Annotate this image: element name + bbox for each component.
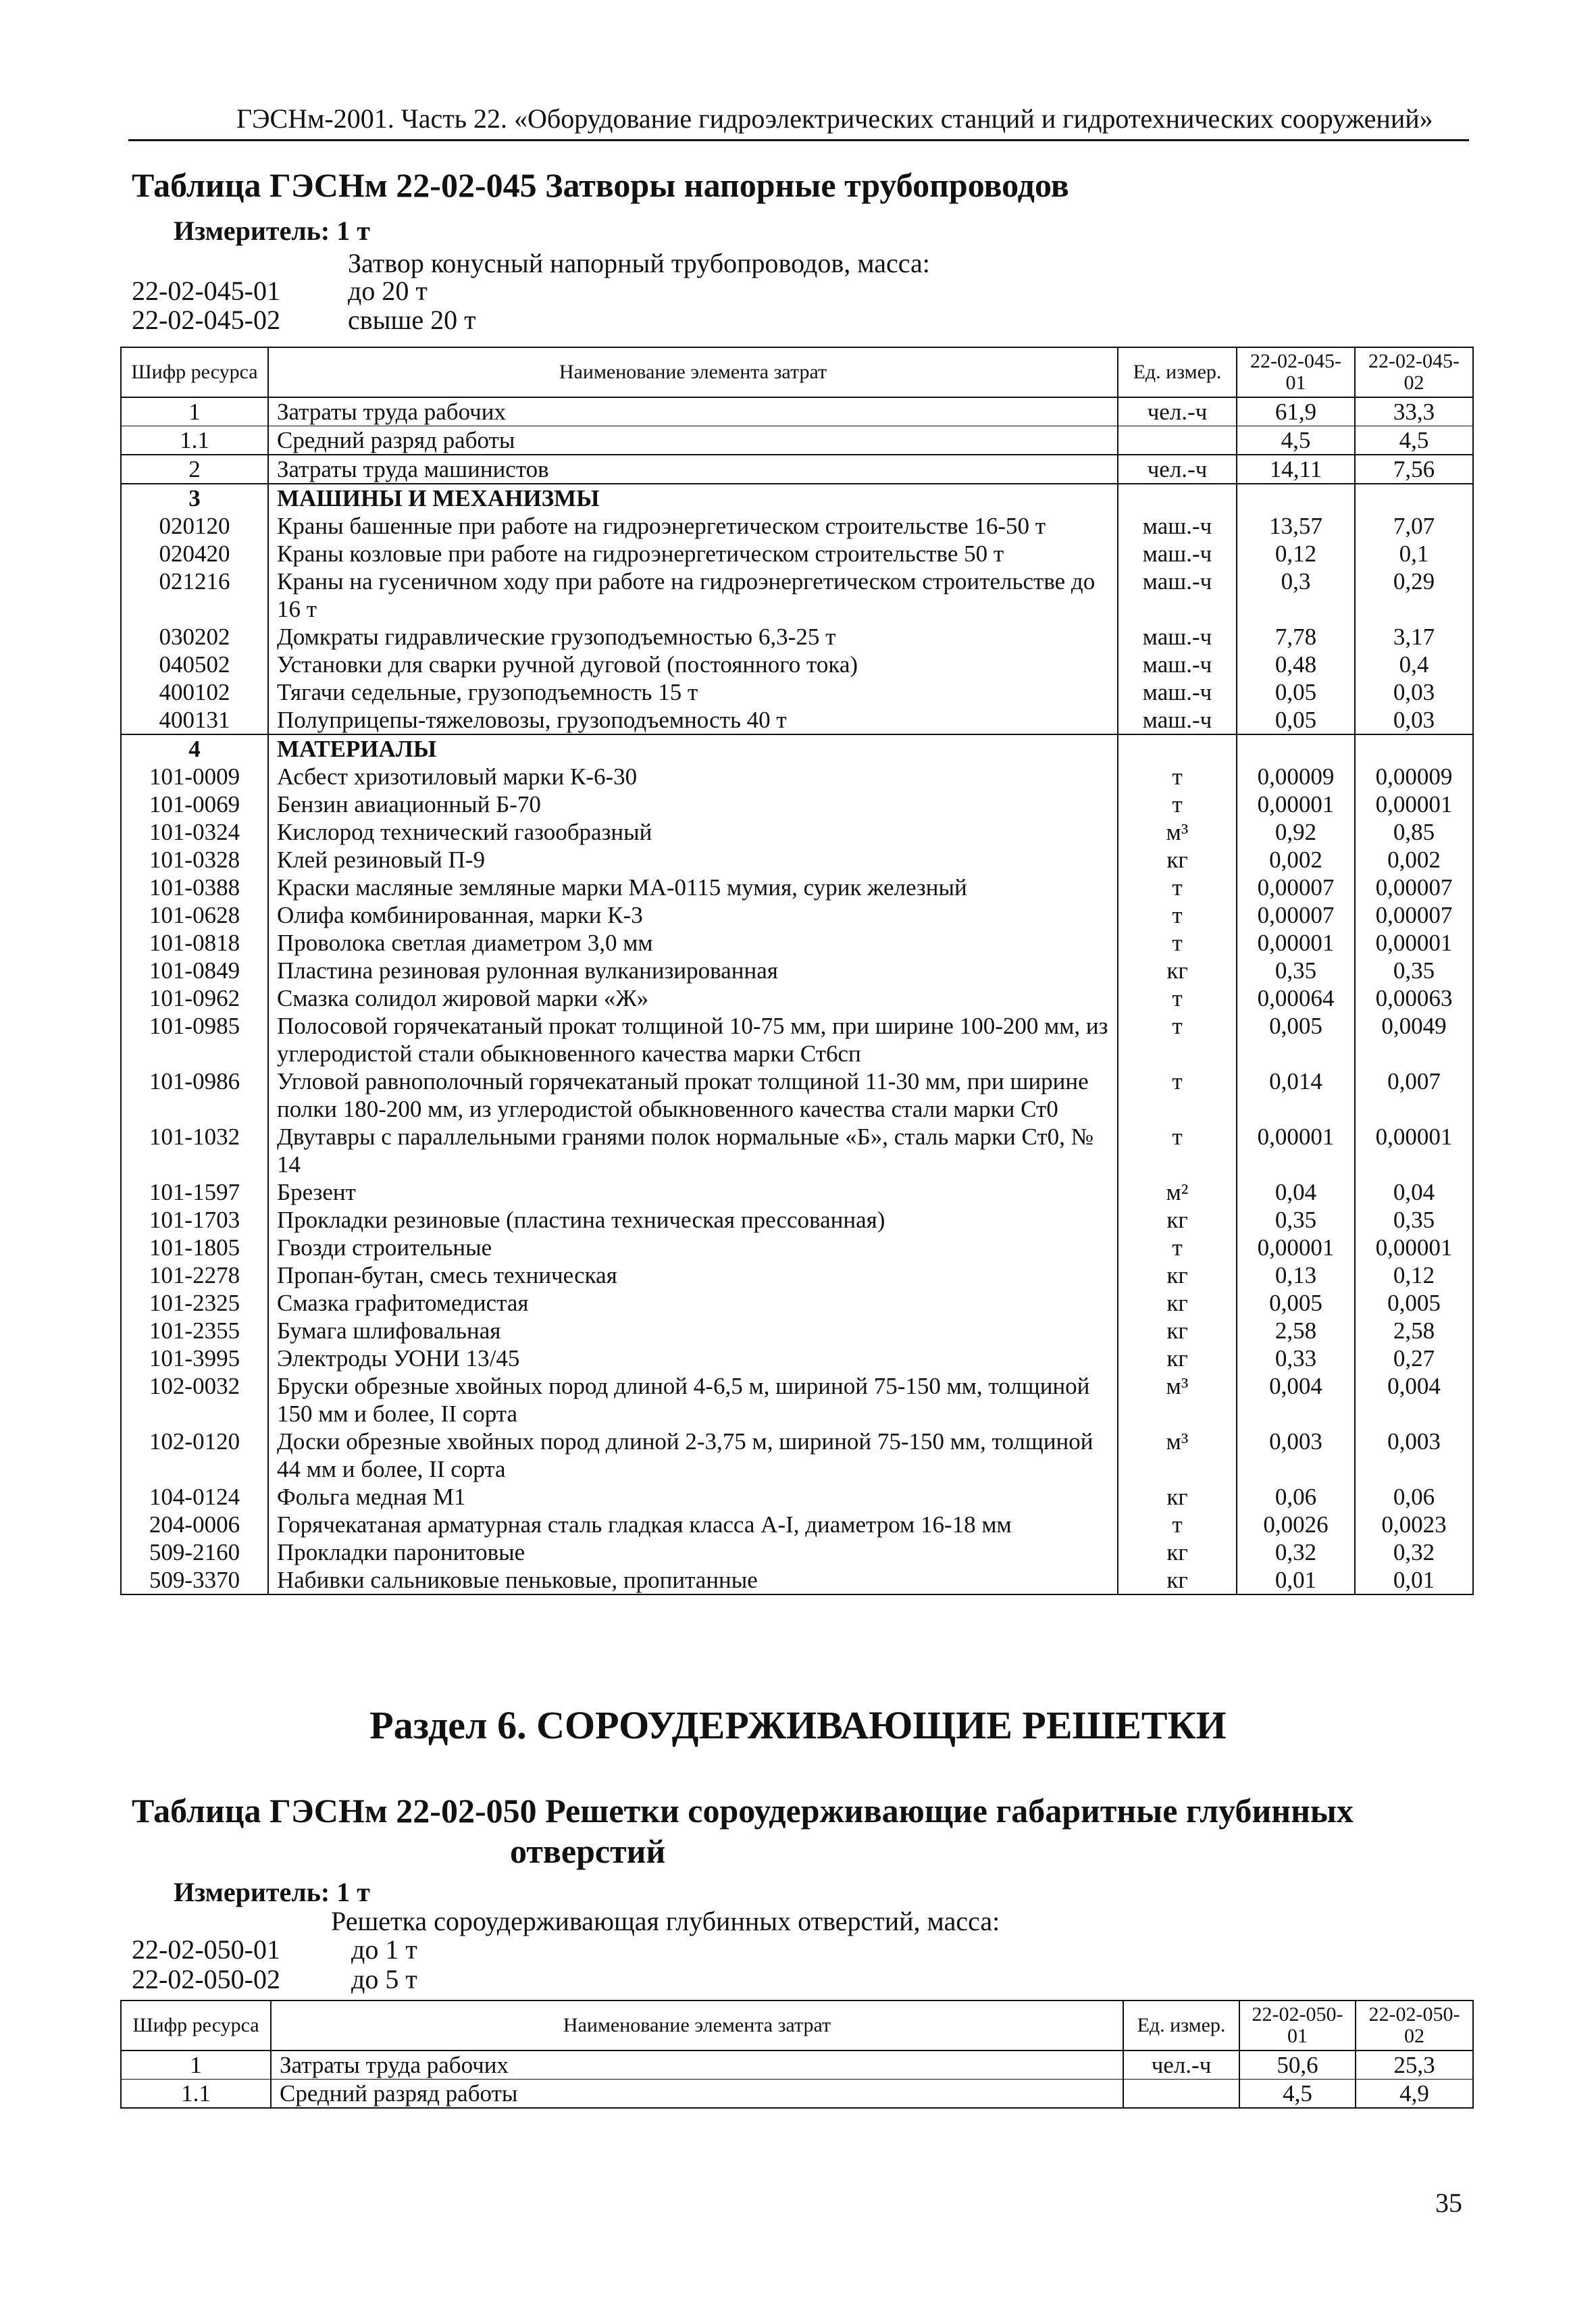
resource-unit: кг xyxy=(1118,846,1237,874)
resource-value-2: 0,03 xyxy=(1355,678,1473,706)
table-row xyxy=(121,540,1473,568)
resource-code: 1.1 xyxy=(121,426,268,455)
resource-name: Пропан-бутан, смесь техническая xyxy=(268,1261,1118,1289)
resource-unit: кг xyxy=(1118,1566,1237,1594)
resource-unit: т xyxy=(1118,763,1237,790)
resource-name: Доски обрезные хвойных пород длиной 2-3,75 м, шириной 75-150 мм, толщиной 44 мм и более, II сорта xyxy=(268,1428,1118,1483)
col-header-v2: 22-02-050-02 xyxy=(1356,2001,1473,2051)
resource-value-2: 0,1 xyxy=(1355,540,1473,568)
resource-code: 1 xyxy=(121,397,268,426)
resource-unit: т xyxy=(1118,1511,1237,1538)
resource-value-2: 0,00009 xyxy=(1355,763,1473,790)
resource-code: 101-1805 xyxy=(121,1234,268,1261)
table-row xyxy=(121,929,1473,957)
table2-description: Решетка сороудерживающая глубинных отверстий, масса: xyxy=(331,1906,1000,1936)
table-row xyxy=(121,1289,1473,1317)
resource-code: 101-0009 xyxy=(121,763,268,790)
resource-value-1 xyxy=(1237,734,1355,763)
resource-code: 1 xyxy=(121,2051,271,2080)
table1-variant-text: до 20 т xyxy=(348,276,428,306)
resource-value-2: 0,29 xyxy=(1355,568,1473,623)
table-row xyxy=(121,1234,1473,1261)
resource-code: 101-0328 xyxy=(121,846,268,874)
table-row xyxy=(121,1511,1473,1538)
resource-unit: т xyxy=(1118,984,1237,1012)
resource-value-1: 0,48 xyxy=(1237,651,1355,678)
resource-unit: кг xyxy=(1118,1261,1237,1289)
resource-value-2: 0,00007 xyxy=(1355,874,1473,901)
table-row xyxy=(121,1123,1473,1178)
resource-value-2: 25,3 xyxy=(1356,2051,1473,2080)
resource-value-1: 0,05 xyxy=(1237,706,1355,734)
resource-value-1: 0,014 xyxy=(1237,1067,1355,1123)
resource-unit: м³ xyxy=(1118,818,1237,846)
resource-code: 101-0628 xyxy=(121,901,268,929)
resource-value-1: 0,3 xyxy=(1237,568,1355,623)
table-row xyxy=(121,2051,1473,2080)
resource-value-1: 7,78 xyxy=(1237,623,1355,651)
col-header-name: Наименование элемента затрат xyxy=(268,347,1118,397)
resource-value-2: 0,0023 xyxy=(1355,1511,1473,1538)
resource-name: Угловой равнополочный горячекатаный прокат толщиной 11-30 мм, при ширине полки 180-200 мм, из углеродистой обыкновенного качества стали марки Ст0 xyxy=(268,1067,1118,1123)
resource-value-2: 4,9 xyxy=(1356,2080,1473,2109)
table2-variant-text: до 1 т xyxy=(351,1934,417,1965)
table-row xyxy=(121,1012,1473,1067)
table-row xyxy=(121,1344,1473,1372)
resource-name: Средний разряд работы xyxy=(268,426,1118,455)
resource-unit: т xyxy=(1118,1123,1237,1178)
resource-value-2: 0,35 xyxy=(1355,1206,1473,1234)
resource-value-1: 0,13 xyxy=(1237,1261,1355,1289)
resource-value-2: 0,00001 xyxy=(1355,790,1473,818)
resource-unit: м³ xyxy=(1118,1372,1237,1428)
resource-code: 102-0120 xyxy=(121,1428,268,1483)
resource-value-1: 0,00001 xyxy=(1237,790,1355,818)
table-row xyxy=(121,1428,1473,1483)
resource-value-1: 0,00007 xyxy=(1237,874,1355,901)
resource-value-1: 0,002 xyxy=(1237,846,1355,874)
resource-name: Электроды УОНИ 13/45 xyxy=(268,1344,1118,1372)
resource-code: 4 xyxy=(121,734,268,763)
table-row xyxy=(121,1178,1473,1206)
table2-variant-code: 22-02-050-02 xyxy=(132,1964,280,1994)
resource-value-1 xyxy=(1237,484,1355,512)
resource-name: Затраты труда машинистов xyxy=(268,455,1118,484)
section-title: Раздел 6. СОРОУДЕРЖИВАЮЩИЕ РЕШЕТКИ xyxy=(369,1703,1227,1747)
resource-value-2: 7,56 xyxy=(1355,455,1473,484)
resource-value-1: 61,9 xyxy=(1237,397,1355,426)
resource-value-2: 0,06 xyxy=(1355,1483,1473,1511)
resource-value-1: 0,005 xyxy=(1237,1289,1355,1317)
table-row xyxy=(121,1261,1473,1289)
resource-code: 020120 xyxy=(121,512,268,540)
resource-value-1: 0,00001 xyxy=(1237,1234,1355,1261)
resource-value-2: 33,3 xyxy=(1355,397,1473,426)
resource-value-1: 0,05 xyxy=(1237,678,1355,706)
header-rule xyxy=(128,139,1469,141)
resource-value-1: 0,33 xyxy=(1237,1344,1355,1372)
resource-value-2: 0,005 xyxy=(1355,1289,1473,1317)
resource-code: 101-2325 xyxy=(121,1289,268,1317)
table-row xyxy=(121,1317,1473,1344)
resource-unit: чел.-ч xyxy=(1118,397,1237,426)
table-row xyxy=(121,678,1473,706)
resource-code: 102-0032 xyxy=(121,1372,268,1428)
resource-name: Краны башенные при работе на гидроэнергетическом строительстве 16-50 т xyxy=(268,512,1118,540)
table1-description: Затвор конусный напорный трубопроводов, масса: xyxy=(348,248,930,278)
resource-name: Установки для сварки ручной дуговой (постоянного тока) xyxy=(268,651,1118,678)
resource-value-2: 0,007 xyxy=(1355,1067,1473,1123)
table-row xyxy=(121,984,1473,1012)
resource-unit: т xyxy=(1118,901,1237,929)
resource-code: 101-0818 xyxy=(121,929,268,957)
resource-name: Краски масляные земляные марки МА-0115 мумия, сурик железный xyxy=(268,874,1118,901)
resource-value-1: 2,58 xyxy=(1237,1317,1355,1344)
table-row xyxy=(121,455,1473,484)
resource-unit: маш.-ч xyxy=(1118,623,1237,651)
table-row xyxy=(121,2080,1473,2109)
table1-meter: Измеритель: 1 т xyxy=(174,216,370,246)
resource-code: 101-0849 xyxy=(121,957,268,984)
col-header-v1: 22-02-045-01 xyxy=(1237,347,1355,397)
resource-value-2: 0,27 xyxy=(1355,1344,1473,1372)
col-header-code: Шифр ресурса xyxy=(121,347,268,397)
resource-value-1: 0,00009 xyxy=(1237,763,1355,790)
resource-value-2: 0,04 xyxy=(1355,1178,1473,1206)
resource-unit: кг xyxy=(1118,1317,1237,1344)
resource-code: 101-0986 xyxy=(121,1067,268,1123)
resource-value-1: 0,01 xyxy=(1237,1566,1355,1594)
resource-unit: т xyxy=(1118,790,1237,818)
resource-unit: кг xyxy=(1118,1344,1237,1372)
resource-value-2 xyxy=(1355,484,1473,512)
resource-name: Проволока светлая диаметром 3,0 мм xyxy=(268,929,1118,957)
resource-name: Полосовой горячекатаный прокат толщиной 10-75 мм, при ширине 100-200 мм, из углеродистой стали обыкновенного качества марки Ст6сп xyxy=(268,1012,1118,1067)
resource-value-2: 3,17 xyxy=(1355,623,1473,651)
resource-value-1: 0,35 xyxy=(1237,957,1355,984)
table2-variant-code: 22-02-050-01 xyxy=(132,1934,280,1965)
table1-title: Таблица ГЭСНм 22-02-045 Затворы напорные трубопроводов xyxy=(132,166,1069,204)
resource-unit: маш.-ч xyxy=(1118,651,1237,678)
col-header-v2: 22-02-045-02 xyxy=(1355,347,1473,397)
resource-unit: т xyxy=(1118,1012,1237,1067)
resource-unit: кг xyxy=(1118,1289,1237,1317)
resource-code: 204-0006 xyxy=(121,1511,268,1538)
table-row xyxy=(121,426,1473,455)
resource-code: 400102 xyxy=(121,678,268,706)
resource-name: Клей резиновый П-9 xyxy=(268,846,1118,874)
table2-title-line1: Таблица ГЭСНм 22-02-050 Решетки сороудерживающие габаритные глубинных xyxy=(132,1792,1354,1830)
resource-value-2: 0,00001 xyxy=(1355,929,1473,957)
resource-name: МАТЕРИАЛЫ xyxy=(268,734,1118,763)
resource-value-1: 0,00001 xyxy=(1237,1123,1355,1178)
resource-value-1: 0,00007 xyxy=(1237,901,1355,929)
resource-name: МАШИНЫ И МЕХАНИЗМЫ xyxy=(268,484,1118,512)
resource-value-2: 0,35 xyxy=(1355,957,1473,984)
resource-code: 101-2355 xyxy=(121,1317,268,1344)
col-header-name: Наименование элемента затрат xyxy=(271,2001,1123,2051)
resource-name: Олифа комбинированная, марки К-3 xyxy=(268,901,1118,929)
resource-code: 3 xyxy=(121,484,268,512)
resource-code: 101-2278 xyxy=(121,1261,268,1289)
resource-value-2: 4,5 xyxy=(1355,426,1473,455)
resource-code: 101-0985 xyxy=(121,1012,268,1067)
page-number: 35 xyxy=(1435,2188,1462,2218)
resource-unit: маш.-ч xyxy=(1118,568,1237,623)
resource-code: 040502 xyxy=(121,651,268,678)
resource-value-2: 0,85 xyxy=(1355,818,1473,846)
resource-value-1: 0,35 xyxy=(1237,1206,1355,1234)
table-row xyxy=(121,1206,1473,1234)
resource-value-1: 0,004 xyxy=(1237,1372,1355,1428)
resource-value-2: 0,004 xyxy=(1355,1372,1473,1428)
resource-code: 1.1 xyxy=(121,2080,271,2109)
resource-unit: маш.-ч xyxy=(1118,512,1237,540)
table-row xyxy=(121,846,1473,874)
resource-code: 400131 xyxy=(121,706,268,734)
table-row xyxy=(121,1372,1473,1428)
resource-unit: чел.-ч xyxy=(1123,2051,1239,2080)
resource-unit: чел.-ч xyxy=(1118,455,1237,484)
resource-code: 101-1032 xyxy=(121,1123,268,1178)
resource-value-1: 0,003 xyxy=(1237,1428,1355,1483)
resource-value-2: 0,00007 xyxy=(1355,901,1473,929)
table-row xyxy=(121,623,1473,651)
page-header: ГЭСНм-2001. Часть 22. «Оборудование гидроэлектрических станций и гидротехнических сооружений» xyxy=(236,103,1433,134)
resource-value-1: 0,92 xyxy=(1237,818,1355,846)
table-row xyxy=(121,790,1473,818)
resource-value-1: 4,5 xyxy=(1239,2080,1356,2109)
resource-code: 030202 xyxy=(121,623,268,651)
resource-value-1: 4,5 xyxy=(1237,426,1355,455)
resource-unit: т xyxy=(1118,1234,1237,1261)
resource-unit: кг xyxy=(1118,1483,1237,1511)
resource-name: Двутавры с параллельными гранями полок нормальные «Б», сталь марки Ст0, № 14 xyxy=(268,1123,1118,1178)
resource-code: 2 xyxy=(121,455,268,484)
resource-name: Кислород технический газообразный xyxy=(268,818,1118,846)
col-header-unit: Ед. измер. xyxy=(1123,2001,1239,2051)
col-header-unit: Ед. измер. xyxy=(1118,347,1237,397)
table-row xyxy=(121,1538,1473,1566)
resource-value-1: 0,005 xyxy=(1237,1012,1355,1067)
resource-name: Фольга медная М1 xyxy=(268,1483,1118,1511)
table1-variant-code: 22-02-045-01 xyxy=(132,276,280,306)
resource-name: Краны козловые при работе на гидроэнергетическом строительстве 50 т xyxy=(268,540,1118,568)
table-row xyxy=(121,957,1473,984)
resource-unit xyxy=(1118,734,1237,763)
resource-value-1: 0,0026 xyxy=(1237,1511,1355,1538)
resource-table-1 xyxy=(120,347,1474,1595)
resource-name: Затраты труда рабочих xyxy=(268,397,1118,426)
resource-name: Набивки сальниковые пеньковые, пропитанные xyxy=(268,1566,1118,1594)
table-row xyxy=(121,397,1473,426)
resource-unit: маш.-ч xyxy=(1118,540,1237,568)
resource-code: 020420 xyxy=(121,540,268,568)
resource-name: Пластина резиновая рулонная вулканизированная xyxy=(268,957,1118,984)
resource-unit: т xyxy=(1118,929,1237,957)
resource-unit: т xyxy=(1118,1067,1237,1123)
resource-unit xyxy=(1118,426,1237,455)
resource-value-2: 0,00001 xyxy=(1355,1123,1473,1178)
resource-code: 101-1597 xyxy=(121,1178,268,1206)
resource-name: Средний разряд работы xyxy=(271,2080,1123,2109)
table-row xyxy=(121,763,1473,790)
resource-value-1: 50,6 xyxy=(1239,2051,1356,2080)
table-row xyxy=(121,734,1473,763)
table-row xyxy=(121,484,1473,512)
resource-name: Асбест хризотиловый марки К-6-30 xyxy=(268,763,1118,790)
resource-name: Бруски обрезные хвойных пород длиной 4-6,5 м, шириной 75-150 мм, толщиной 150 мм и более, II сорта xyxy=(268,1372,1118,1428)
resource-value-2: 2,58 xyxy=(1355,1317,1473,1344)
resource-unit: кг xyxy=(1118,1206,1237,1234)
resource-name: Тягачи седельные, грузоподъемность 15 т xyxy=(268,678,1118,706)
resource-unit: кг xyxy=(1118,1538,1237,1566)
resource-value-2: 0,00063 xyxy=(1355,984,1473,1012)
resource-value-2: 0,32 xyxy=(1355,1538,1473,1566)
table2-title xyxy=(132,1790,1415,1871)
table-row xyxy=(121,874,1473,901)
resource-unit: т xyxy=(1118,874,1237,901)
table-row xyxy=(121,512,1473,540)
resource-code: 101-0388 xyxy=(121,874,268,901)
table-row xyxy=(121,1566,1473,1594)
resource-value-1: 0,06 xyxy=(1237,1483,1355,1511)
resource-code: 101-3995 xyxy=(121,1344,268,1372)
resource-name: Прокладки резиновые (пластина техническая прессованная) xyxy=(268,1206,1118,1234)
resource-unit: м³ xyxy=(1118,1428,1237,1483)
resource-name: Полуприцепы-тяжеловозы, грузоподъемность 40 т xyxy=(268,706,1118,734)
resource-code: 101-1703 xyxy=(121,1206,268,1234)
resource-value-2: 0,03 xyxy=(1355,706,1473,734)
resource-name: Бензин авиационный Б-70 xyxy=(268,790,1118,818)
resource-unit: маш.-ч xyxy=(1118,678,1237,706)
resource-value-2: 0,003 xyxy=(1355,1428,1473,1483)
resource-name: Бумага шлифовальная xyxy=(268,1317,1118,1344)
resource-value-1: 0,32 xyxy=(1237,1538,1355,1566)
resource-value-1: 0,00001 xyxy=(1237,929,1355,957)
resource-code: 509-3370 xyxy=(121,1566,268,1594)
resource-name: Брезент xyxy=(268,1178,1118,1206)
resource-name: Смазка графитомедистая xyxy=(268,1289,1118,1317)
resource-code: 104-0124 xyxy=(121,1483,268,1511)
resource-value-2: 0,01 xyxy=(1355,1566,1473,1594)
table2-variant-text: до 5 т xyxy=(351,1964,417,1994)
table2-meter: Измеритель: 1 т xyxy=(174,1877,370,1907)
table-row xyxy=(121,1067,1473,1123)
resource-table-2 xyxy=(120,2000,1474,2109)
resource-name: Горячекатаная арматурная сталь гладкая класса А-I, диаметром 16-18 мм xyxy=(268,1511,1118,1538)
table-row xyxy=(121,818,1473,846)
resource-unit xyxy=(1123,2080,1239,2109)
resource-code: 509-2160 xyxy=(121,1538,268,1566)
resource-value-2: 0,00001 xyxy=(1355,1234,1473,1261)
table-row xyxy=(121,651,1473,678)
table1-variant-code: 22-02-045-02 xyxy=(132,305,280,335)
resource-value-2 xyxy=(1355,734,1473,763)
resource-value-2: 0,002 xyxy=(1355,846,1473,874)
col-header-v1: 22-02-050-01 xyxy=(1239,2001,1356,2051)
resource-value-2: 0,0049 xyxy=(1355,1012,1473,1067)
table-row xyxy=(121,706,1473,734)
col-header-code: Шифр ресурса xyxy=(121,2001,271,2051)
resource-name: Гвозди строительные xyxy=(268,1234,1118,1261)
resource-name: Краны на гусеничном ходу при работе на гидроэнергетическом строительстве до 16 т xyxy=(268,568,1118,623)
table2-title-line2: отверстий xyxy=(510,1832,666,1870)
table-row xyxy=(121,568,1473,623)
resource-unit: м² xyxy=(1118,1178,1237,1206)
resource-code: 101-0069 xyxy=(121,790,268,818)
resource-unit xyxy=(1118,484,1237,512)
resource-value-2: 7,07 xyxy=(1355,512,1473,540)
resource-code: 021216 xyxy=(121,568,268,623)
resource-value-2: 0,12 xyxy=(1355,1261,1473,1289)
resource-name: Затраты труда рабочих xyxy=(271,2051,1123,2080)
resource-value-1: 14,11 xyxy=(1237,455,1355,484)
resource-name: Смазка солидол жировой марки «Ж» xyxy=(268,984,1118,1012)
resource-value-1: 0,00064 xyxy=(1237,984,1355,1012)
resource-value-1: 0,12 xyxy=(1237,540,1355,568)
resource-name: Прокладки паронитовые xyxy=(268,1538,1118,1566)
resource-name: Домкраты гидравлические грузоподъемностью 6,3-25 т xyxy=(268,623,1118,651)
resource-value-1: 0,04 xyxy=(1237,1178,1355,1206)
resource-unit: маш.-ч xyxy=(1118,706,1237,734)
table-row xyxy=(121,901,1473,929)
table-row xyxy=(121,1483,1473,1511)
resource-value-2: 0,4 xyxy=(1355,651,1473,678)
resource-unit: кг xyxy=(1118,957,1237,984)
table1-variant-text: свыше 20 т xyxy=(348,305,476,335)
resource-code: 101-0324 xyxy=(121,818,268,846)
resource-value-1: 13,57 xyxy=(1237,512,1355,540)
resource-code: 101-0962 xyxy=(121,984,268,1012)
